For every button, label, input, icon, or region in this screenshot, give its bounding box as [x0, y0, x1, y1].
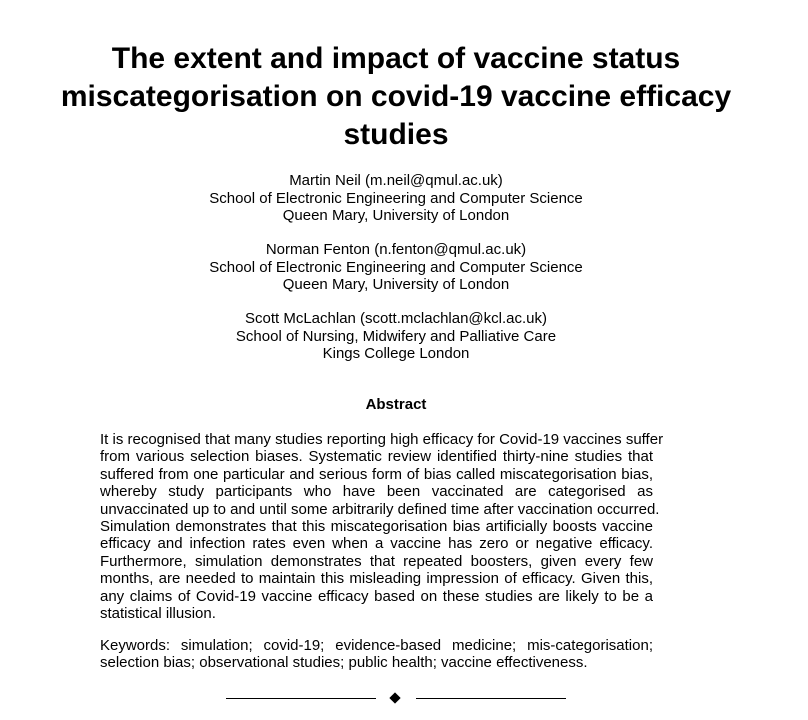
keywords [100, 637, 653, 672]
abstract-line: It is recognised that many studies reporting high efficacy for Covid-19 vaccines suffer [100, 431, 664, 448]
abstract-line: Furthermore, simulation demonstrates that repeated boosters, given every few [100, 552, 653, 570]
abstract-line: suffered from one particular and serious form of bias called miscategorisation bias, [100, 465, 653, 483]
author-block [96, 172, 696, 225]
author-affiliation: Queen Mary, University of London [282, 207, 510, 224]
section-divider [226, 692, 566, 706]
abstract-line: any claims of Covid-19 vaccine efficacy based on these studies are likely to be a [100, 587, 653, 605]
author-name: Scott McLachlan (scott.mclachlan@kcl.ac.uk) [245, 310, 547, 327]
abstract-line: whereby study participants who have been vaccinated are categorised as [100, 483, 653, 501]
abstract-line: months, are needed to maintain this misleading impression of efficacy. Given this, [100, 570, 653, 588]
author-affiliation: Queen Mary, University of London [282, 276, 510, 293]
author-name: Martin Neil (m.neil@qmul.ac.uk) [289, 172, 503, 189]
author-affiliation: School of Electronic Engineering and Computer Science [209, 189, 583, 207]
title-line: The extent and impact of vaccine status [111, 42, 681, 75]
author-block [96, 241, 696, 294]
author-affiliation: Kings College London [322, 345, 470, 362]
diamond-icon [389, 692, 400, 703]
abstract-text [100, 431, 664, 623]
author-name: Norman Fenton (n.fenton@qmul.ac.uk) [265, 241, 527, 258]
paper-title [40, 40, 752, 154]
abstract-line: unvaccinated up to and until some arbitrarily defined time after vaccination occurred. [100, 500, 660, 518]
divider-rule-left [226, 698, 376, 699]
abstract-line: statistical illusion. [100, 605, 216, 623]
author-block [96, 310, 696, 363]
author-affiliation: School of Nursing, Midwifery and Palliative Care [235, 327, 557, 345]
abstract-line: Simulation demonstrates that this miscategorisation bias artificially boosts vaccine [100, 518, 653, 536]
abstract-heading: Abstract [365, 396, 427, 413]
abstract-line: from various selection biases. Systematic review identified thirty-nine studies that [100, 448, 653, 466]
keywords-line: selection bias; observational studies; public health; vaccine effectiveness. [100, 654, 588, 672]
keywords-line: Keywords: simulation; covid-19; evidence-based medicine; mis-categorisation; [100, 637, 653, 654]
abstract-line: efficacy and infection rates even when a vaccine has zero or negative efficacy. [100, 535, 653, 553]
author-affiliation: School of Electronic Engineering and Computer Science [209, 258, 583, 276]
divider-rule-right [416, 698, 566, 699]
title-line: studies [343, 118, 449, 151]
title-line: miscategorisation on covid-19 vaccine efficacy [60, 80, 732, 113]
